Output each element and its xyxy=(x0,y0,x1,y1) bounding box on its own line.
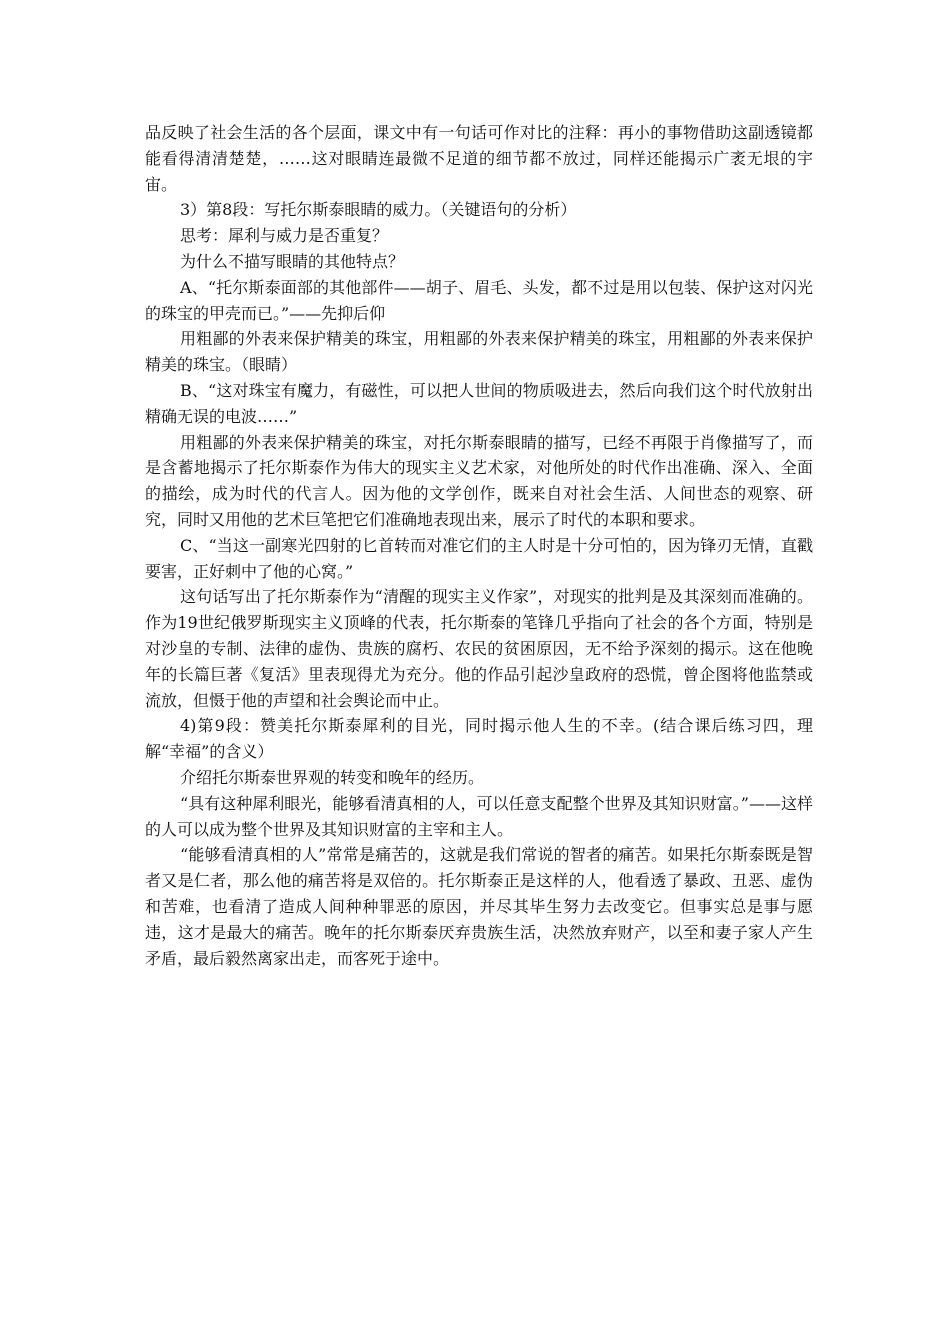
paragraph-continuation: 品反映了社会生活的各个层面，课文中有一句话可作对比的注释：再小的事物借助这副透镜都能看得清清楚楚，……这对眼睛连最微不足道的细节都不放过，同样还能揭示广袤无垠的宇宙。 xyxy=(145,123,813,194)
paragraph-explanation-c: 这句话写出了托尔斯泰作为“清醒的现实主义作家”，对现实的批判是及其深刻而准确的。作为19世纪俄罗斯现实主义顶峰的代表，托尔斯泰的笔锋几乎指向了社会的各个方面，特别是对沙皇的专制、法律的虚伪、贵族的腐朽、农民的贫困原因，无不给予深刻的揭示。这在他晚年的长篇巨著《复活》里表现得尤为充分。他的作品引起沙皇政府的恐慌，曾企图将他监禁或流放，但慑于他的声望和社会舆论而中止。 xyxy=(145,587,813,710)
paragraph-quote-c: C、“当这一副寒光四射的匕首转而对准它们的主人时是十分可怕的，因为锋刃无情，直戳要害，正好刺中了他的心窝。” xyxy=(145,535,813,581)
paragraph-explanation-a: 用粗鄙的外表来保护精美的珠宝，用粗鄙的外表来保护精美的珠宝，用粗鄙的外表来保护精美的珠宝。（眼睛） xyxy=(145,329,813,375)
paragraph-section-4-heading: 4)第9段：赞美托尔斯泰犀利的目光，同时揭示他人生的不幸。(结合课后练习四，理解“幸福”的含义） xyxy=(145,716,813,762)
paragraph-explanation-d: “能够看清真相的人”常常是痛苦的，这就是我们常说的智者的痛苦。如果托尔斯泰既是智者又是仁者，那么他的痛苦将是双倍的。托尔斯泰正是这样的人，他看透了暴政、丑恶、虚伪和苦难，也看清了造成人间种种罪恶的原因，并尽其毕生努力去改变它。但事实总是事与愿违，这才是最大的痛苦。晚年的托尔斯泰厌弃贵族生活，决然放弃财产，以至和妻子家人产生矛盾，最后毅然离家出走，而客死于途中。 xyxy=(145,845,813,968)
paragraph-quote-d: “具有这种犀利眼光，能够看清真相的人，可以任意支配整个世界及其知识财富。”——这样的人可以成为整个世界及其知识财富的主宰和主人。 xyxy=(145,793,813,839)
paragraph-quote-a: A、“托尔斯泰面部的其他部件——胡子、眉毛、头发，都不过是用以包装、保护这对闪光的珠宝的甲壳而已。”——先抑后仰 xyxy=(145,277,813,323)
document-body xyxy=(145,120,813,971)
paragraph-intro: 介绍托尔斯泰世界观的转变和晚年的经历。 xyxy=(180,767,485,787)
paragraph-section-3-heading: 3）第8段：写托尔斯泰眼睛的威力。（关键语句的分析） xyxy=(180,200,577,220)
paragraph-question-1: 思考：犀利与威力是否重复？ xyxy=(180,226,389,246)
paragraph-question-2: 为什么不描写眼睛的其他特点？ xyxy=(180,251,405,271)
paragraph-explanation-b: 用粗鄙的外表来保护精美的珠宝，对托尔斯泰眼睛的描写，已经不再限于肖像描写了，而是含蓄地揭示了托尔斯泰作为伟大的现实主义艺术家，对他所处的时代作出准确、深入、全面的描绘，成为时代的代言人。因为他的文学创作，既来自对社会生活、人间世态的观察、研究，同时又用他的艺术巨笔把它们准确地表现出来，展示了时代的本职和要求。 xyxy=(145,432,813,529)
paragraph-quote-b: B、“这对珠宝有魔力，有磁性，可以把人世间的物质吸进去，然后向我们这个时代放射出精确无误的电波……” xyxy=(145,380,813,426)
